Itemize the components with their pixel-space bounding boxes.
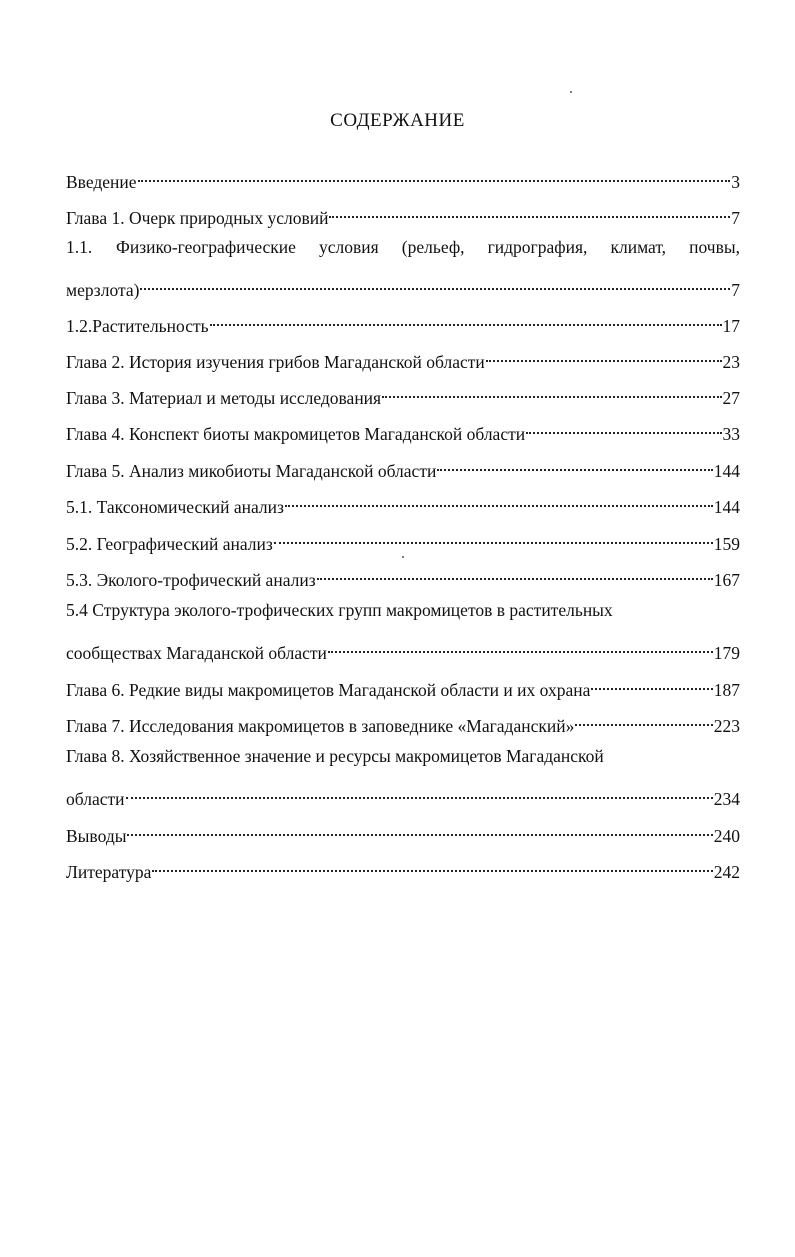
toc-page-number: 240: [713, 826, 740, 846]
toc-entry-text: 5.4 Структура эколого-трофических групп макромицетов в растительных: [66, 600, 613, 620]
dot-leader: [575, 706, 712, 732]
toc-entry-chapter-4[interactable]: [66, 414, 740, 444]
toc-entry-text: Физико-географические условия (рельеф, гидрография, климат, почвы,: [116, 237, 740, 257]
toc-entry-text: Глава 1. Очерк природных условий: [66, 208, 329, 228]
toc-entry-text: Глава 7. Исследования макромицетов в заповеднике «Магаданский»: [66, 716, 575, 736]
toc-entry-text: 5.2. Географический анализ: [66, 534, 273, 554]
dot-leader: [210, 306, 722, 332]
dot-leader: [138, 162, 731, 188]
toc-page-number: 159: [713, 534, 740, 554]
dot-leader: [328, 633, 713, 659]
toc-entry-1-1-line-1[interactable]: [66, 234, 740, 260]
toc-entry-text: Выводы: [66, 826, 127, 846]
toc-entry-text: 5.3. Эколого-трофический анализ: [66, 570, 316, 590]
toc-entry-chapter-1[interactable]: [66, 198, 740, 228]
toc-entry-chapter-8-line-1[interactable]: [66, 743, 740, 769]
toc-entry-1-1-line-2[interactable]: [66, 270, 740, 300]
toc-entry-chapter-3[interactable]: [66, 378, 740, 408]
page-title: СОДЕРЖАНИЕ: [330, 110, 465, 131]
toc-entry-text: Глава 4. Конспект биоты макромицетов Магаданской области: [66, 424, 526, 444]
toc-entry-5-4-line-1[interactable]: [66, 597, 740, 623]
dot-leader: [526, 414, 721, 440]
toc-entry-chapter-7[interactable]: [66, 706, 740, 736]
toc-entry-introduction[interactable]: [66, 162, 740, 192]
toc-entry-literature[interactable]: [66, 852, 740, 882]
dot-leader: [329, 198, 730, 224]
toc-entry-5-4-line-2[interactable]: [66, 633, 740, 663]
dot-leader: [486, 342, 722, 368]
toc-entry-text-continued: области: [66, 789, 125, 809]
toc-entry-text: 1.2.Растительность: [66, 316, 209, 336]
toc-page-number: 167: [713, 570, 740, 590]
toc-entry-chapter-8-line-2[interactable]: [66, 779, 740, 809]
toc-page-number: 7: [731, 208, 740, 228]
dot-leader: [274, 524, 713, 550]
toc-page-number: 17: [722, 316, 740, 336]
dot-leader: [140, 270, 730, 296]
dot-leader: [382, 378, 721, 404]
toc-entry-1-2[interactable]: [66, 306, 740, 336]
toc-entry-text: Глава 6. Редкие виды макромицетов Магаданской области и их охрана: [66, 680, 591, 700]
toc-entry-text-continued: мерзлота): [66, 280, 140, 300]
toc-page-number: 33: [722, 424, 740, 444]
toc-section-number: 1.1.: [66, 237, 93, 257]
toc-entry-5-3[interactable]: [66, 560, 740, 590]
toc-page-number: 234: [713, 789, 740, 809]
toc-entry-conclusions[interactable]: [66, 816, 740, 846]
toc-page-number: 242: [713, 862, 740, 882]
dot-leader: [317, 560, 713, 586]
toc-page-number: 7: [731, 280, 740, 300]
toc-entry-text: Литература: [66, 862, 152, 882]
toc-entry-text: Глава 8. Хозяйственное значение и ресурсы макромицетов Магаданской: [66, 746, 604, 766]
toc-page-number: 187: [713, 680, 740, 700]
dot-leader: [591, 670, 712, 696]
toc-page-number: 23: [722, 352, 740, 372]
toc-entry-chapter-5[interactable]: [66, 451, 740, 481]
dot-leader: [152, 852, 712, 878]
dot-leader: [437, 451, 712, 477]
scan-speck: [570, 91, 572, 93]
dot-leader: [285, 487, 713, 513]
toc-entry-text-continued: сообществах Магаданской области: [66, 643, 327, 663]
toc-page-number: 144: [713, 461, 740, 481]
toc-page-number: 179: [713, 643, 740, 663]
toc-entry-text: 5.1. Таксономический анализ: [66, 497, 284, 517]
toc-page-number: 223: [713, 716, 740, 736]
toc-entry-text: Глава 5. Анализ микобиоты Магаданской области: [66, 461, 437, 481]
toc-entry-chapter-2[interactable]: [66, 342, 740, 372]
toc-page-number: 27: [722, 388, 740, 408]
toc-entry-text: Глава 3. Материал и методы исследования: [66, 388, 382, 408]
toc-entry-5-2[interactable]: [66, 524, 740, 554]
toc-entry-text: Введение: [66, 172, 137, 192]
toc-page-number: 144: [713, 497, 740, 517]
toc-page-number: 3: [731, 172, 740, 192]
toc-entry-5-1[interactable]: [66, 487, 740, 517]
toc-entry-text: Глава 2. История изучения грибов Магаданской области: [66, 352, 485, 372]
scan-speck: [402, 556, 404, 558]
dot-leader: [127, 816, 712, 842]
toc-entry-chapter-6[interactable]: [66, 670, 740, 700]
dot-leader: [126, 779, 713, 805]
